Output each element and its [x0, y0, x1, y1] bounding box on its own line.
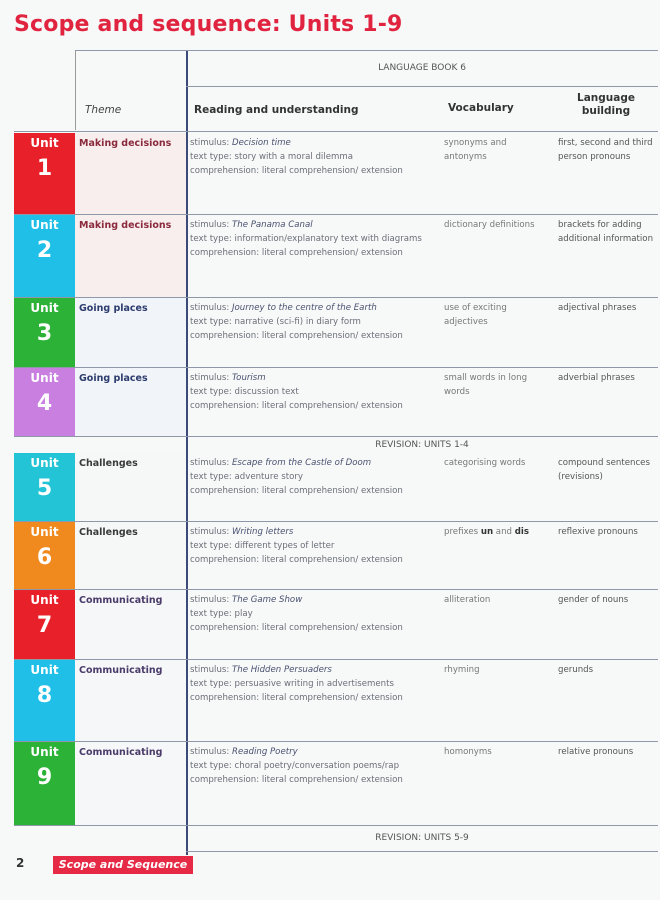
- language-cell: brackets for adding additional information: [558, 220, 654, 244]
- vocabulary-text: dis: [514, 527, 529, 537]
- header-reading: Reading and understanding: [194, 104, 359, 116]
- theme-cell: Challenges: [75, 522, 186, 589]
- stimulus-line: [190, 136, 440, 150]
- text-type: text type: discussion text: [190, 387, 299, 397]
- stimulus-label: stimulus:: [190, 373, 232, 383]
- language-cell: first, second and third person pronouns: [558, 138, 653, 162]
- stimulus-title: The Panama Canal: [232, 220, 313, 230]
- stimulus-title: Tourism: [232, 373, 266, 383]
- stimulus-line: [190, 525, 440, 539]
- comprehension: comprehension: literal comprehension/ extension: [190, 555, 403, 565]
- comprehension: comprehension: literal comprehension/ extension: [190, 401, 403, 411]
- language-cell: relative pronouns: [558, 747, 634, 757]
- unit-number: 1: [36, 156, 53, 181]
- page-title: Scope and sequence: Units 1-9: [14, 12, 403, 37]
- reading-cell: [190, 136, 440, 178]
- divider: [75, 50, 658, 51]
- text-type: text type: information/explanatory text with diagrams: [190, 234, 422, 244]
- stimulus-label: stimulus:: [190, 665, 232, 675]
- text-type: text type: story with a moral dilemma: [190, 152, 354, 162]
- vocabulary-cell: [444, 745, 549, 759]
- header-language-building: Language building: [577, 92, 635, 117]
- comprehension: comprehension: literal comprehension/ extension: [190, 775, 403, 785]
- stimulus-title: Reading Poetry: [232, 747, 298, 757]
- language-cell: gerunds: [558, 665, 594, 675]
- vocabulary-cell: [444, 218, 549, 232]
- header-theme: Theme: [85, 104, 122, 116]
- vocabulary-cell: [444, 525, 549, 539]
- table-row: [14, 590, 658, 660]
- table-row: [14, 453, 658, 522]
- text-type: text type: adventure story: [190, 472, 303, 482]
- table-row: [14, 215, 658, 298]
- unit-badge: [14, 133, 75, 214]
- theme-cell: Communicating: [75, 742, 186, 825]
- vocabulary-cell: [444, 456, 549, 470]
- stimulus-line: [190, 745, 440, 759]
- comprehension: comprehension: literal comprehension/ extension: [190, 248, 403, 258]
- unit-number: 7: [36, 613, 53, 638]
- vocabulary-text: categorising words: [444, 458, 526, 468]
- vocabulary-cell: [444, 593, 549, 607]
- vocabulary-text: small words in long words: [444, 373, 528, 397]
- stimulus-label: stimulus:: [190, 303, 232, 313]
- table-row: [14, 522, 658, 590]
- stimulus-title: The Hidden Persuaders: [232, 665, 332, 675]
- unit-badge: [14, 742, 75, 825]
- header-vocabulary: Vocabulary: [448, 102, 514, 114]
- stimulus-title: Writing letters: [232, 527, 294, 537]
- reading-cell: [190, 593, 440, 635]
- stimulus-label: stimulus:: [190, 458, 232, 468]
- stimulus-label: stimulus:: [190, 595, 232, 605]
- reading-cell: [190, 456, 440, 498]
- vocabulary-cell: [444, 301, 549, 329]
- divider: [186, 851, 658, 852]
- stimulus-title: Journey to the centre of the Earth: [232, 303, 377, 313]
- reading-cell: [190, 218, 440, 260]
- stimulus-title: Escape from the Castle of Doom: [232, 458, 372, 468]
- stimulus-line: [190, 371, 440, 385]
- unit-badge: [14, 590, 75, 659]
- vocabulary-cell: [444, 663, 549, 677]
- unit-number: 6: [36, 545, 53, 570]
- unit-number: 9: [36, 765, 53, 790]
- text-type: text type: choral poetry/conversation poems/rap: [190, 761, 400, 771]
- unit-number: 2: [36, 238, 53, 263]
- table-row: [14, 133, 658, 215]
- unit-label: Unit: [30, 663, 59, 677]
- vocabulary-text: synonyms and antonyms: [444, 138, 507, 162]
- stimulus-title: The Game Show: [232, 595, 303, 605]
- vocabulary-text: homonyms: [444, 747, 492, 757]
- unit-label: Unit: [30, 525, 59, 539]
- comprehension: comprehension: literal comprehension/ extension: [190, 166, 403, 176]
- vocabulary-text: prefixes: [444, 527, 481, 537]
- text-type: text type: persuasive writing in advertisements: [190, 679, 394, 689]
- theme-cell: Going places: [75, 368, 186, 436]
- vocabulary-text: and: [493, 527, 515, 537]
- stimulus-line: [190, 301, 440, 315]
- divider: [186, 86, 658, 87]
- unit-badge: [14, 522, 75, 589]
- vocabulary-text: use of exciting adjectives: [444, 303, 507, 327]
- book-label: LANGUAGE BOOK 6: [378, 63, 466, 73]
- stimulus-label: stimulus:: [190, 527, 232, 537]
- table-row: [14, 298, 658, 368]
- reading-cell: [190, 525, 440, 567]
- theme-cell: Challenges: [75, 453, 186, 521]
- language-cell: gender of nouns: [558, 595, 629, 605]
- vocabulary-text: dictionary definitions: [444, 220, 535, 230]
- unit-badge: [14, 368, 75, 436]
- theme-cell: Communicating: [75, 660, 186, 741]
- theme-cell: Making decisions: [75, 215, 186, 297]
- unit-badge: [14, 298, 75, 367]
- text-type: text type: narrative (sci-fi) in diary form: [190, 317, 361, 327]
- stimulus-label: stimulus:: [190, 220, 232, 230]
- unit-label: Unit: [30, 371, 59, 385]
- revision-units-1-4: REVISION: UNITS 1-4: [375, 440, 469, 450]
- unit-label: Unit: [30, 301, 59, 315]
- reading-cell: [190, 663, 440, 705]
- text-type: text type: play: [190, 609, 253, 619]
- text-type: text type: different types of letter: [190, 541, 335, 551]
- comprehension: comprehension: literal comprehension/ extension: [190, 486, 403, 496]
- vocabulary-cell: [444, 136, 549, 164]
- unit-label: Unit: [30, 745, 59, 759]
- vocabulary-text: rhyming: [444, 665, 480, 675]
- unit-number: 3: [36, 321, 53, 346]
- column-divider: [75, 50, 76, 130]
- vocabulary-text: un: [480, 527, 494, 537]
- unit-label: Unit: [30, 218, 59, 232]
- reading-cell: [190, 301, 440, 343]
- comprehension: comprehension: literal comprehension/ extension: [190, 623, 403, 633]
- table-row: [14, 660, 658, 742]
- vocabulary-text: alliteration: [444, 595, 491, 605]
- language-cell: adjectival phrases: [558, 303, 637, 313]
- language-cell: reflexive pronouns: [558, 527, 638, 537]
- stimulus-line: [190, 218, 440, 232]
- language-cell: adverbial phrases: [558, 373, 635, 383]
- unit-number: 5: [36, 476, 53, 501]
- stimulus-line: [190, 663, 440, 677]
- unit-badge: [14, 453, 75, 521]
- stimulus-label: stimulus:: [190, 138, 232, 148]
- stimulus-label: stimulus:: [190, 747, 232, 757]
- reading-cell: [190, 371, 440, 413]
- theme-cell: Making decisions: [75, 133, 186, 214]
- theme-cell: Going places: [75, 298, 186, 367]
- comprehension: comprehension: literal comprehension/ extension: [190, 693, 403, 703]
- vocabulary-cell: [444, 371, 549, 399]
- unit-label: Unit: [30, 593, 59, 607]
- language-cell: compound sentences (revisions): [558, 458, 650, 482]
- footer-section-label: Scope and Sequence: [53, 856, 193, 874]
- page-number: 2: [16, 856, 25, 870]
- comprehension: comprehension: literal comprehension/ extension: [190, 331, 403, 341]
- reading-cell: [190, 745, 440, 787]
- unit-badge: [14, 215, 75, 297]
- stimulus-line: [190, 456, 440, 470]
- table-row: [14, 368, 658, 437]
- unit-number: 4: [36, 391, 53, 416]
- table-row: [14, 742, 658, 826]
- unit-label: Unit: [30, 136, 59, 150]
- unit-number: 8: [36, 683, 53, 708]
- theme-cell: Communicating: [75, 590, 186, 659]
- divider: [14, 131, 658, 132]
- stimulus-line: [190, 593, 440, 607]
- revision-units-5-9: REVISION: UNITS 5-9: [375, 833, 469, 843]
- unit-label: Unit: [30, 456, 59, 470]
- stimulus-title: Decision time: [232, 138, 291, 148]
- unit-badge: [14, 660, 75, 741]
